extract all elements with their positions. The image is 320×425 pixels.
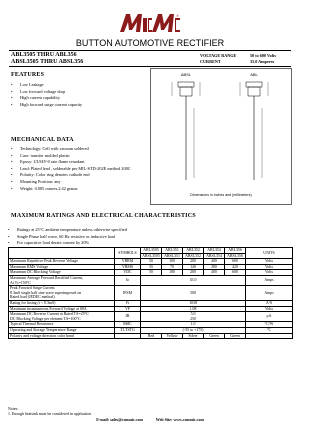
table-row: Peak Forward Surge Current 8.3mS single half sine wave superimposed on Rated load (JEDEC method) IFSM 500 Amps — [9, 286, 293, 301]
table-row: Maximum RMS Voltage VRMS 35 70 140 280 420 Volts — [9, 264, 293, 270]
table-row: Rating for fusing (t < 8.3mS) I²t 1038 A²S — [9, 300, 293, 306]
ratings-notes — [8, 227, 127, 247]
list-item: • Mounting Position: any — [11, 179, 151, 186]
figure-label-abl: ABL — [250, 72, 258, 77]
list-item: • Technology: Cell with vacuum soldered — [11, 146, 151, 153]
list-item: • High current capability — [11, 95, 82, 102]
divider — [9, 50, 291, 51]
list-item: • For capacitive load derate current by 20% — [8, 240, 127, 247]
list-item: • Case: transfer molded plastic — [11, 153, 151, 160]
part-header: ABSL351 — [162, 253, 183, 259]
symbols-header: SYMBOLS — [115, 248, 141, 259]
units-header: UNITS — [246, 248, 293, 259]
part-header: ABL354 — [204, 248, 225, 254]
email-text: E-mail: sales@cmsmic.com — [96, 417, 143, 422]
current-label: CURRENT — [200, 59, 221, 64]
list-item: • Single Phase half wave, 60 Hz resistive or inductive load — [8, 234, 127, 241]
footnotes: Notes: 1. Enough heatsink must be considered in application — [8, 407, 92, 416]
brand-logo — [118, 10, 182, 36]
part-header: ABSL356 — [225, 253, 246, 259]
package-outline-diagram — [150, 68, 292, 205]
features-heading: FEATURES — [11, 72, 45, 78]
website-text: Web Site: www.cmsmic.com — [155, 417, 204, 422]
list-item: • High forward surge current capacity — [11, 102, 82, 109]
table-row: Maximum instantaneous Forward Voltage at 80A VF 1.08 Volts — [9, 306, 293, 312]
part-header: ABSL352 — [183, 253, 204, 259]
ratings-heading: MAXIMUM RATINGS AND ELECTRICAL CHARACTERISTICS — [11, 213, 196, 219]
list-item: • Epoxy: UL94V-0 rate flame retardant — [11, 159, 151, 166]
current-value: 35.0 Amperes — [250, 59, 275, 64]
svg-text:®: ® — [176, 14, 179, 18]
table-row: Polarity and voltage direction color band Red Yellow Silver Green Green — [9, 333, 293, 339]
table-row: Maximum Repetitive Peak Reverse Voltage VRRM 50 100 200 400 600 Volts — [9, 259, 293, 265]
figure-caption: Dimensions in inches and (millimeters) — [190, 193, 252, 197]
list-item: • Low forward voltage drop — [11, 89, 82, 96]
document-title: BUTTON AUTOMOTIVE RECTIFIER — [75, 38, 225, 48]
list-item: • Low Leakage — [11, 82, 82, 89]
table-header-row — [9, 248, 293, 254]
table-row: Maximum Average Forward Rectified Current, At Tc=150°C Io 35.0 Amps — [9, 275, 293, 285]
contact-footer — [0, 417, 300, 422]
list-item: • Lead: Plated lead , solderable per MIL-STD-202E method 208C — [11, 166, 151, 173]
part-header: ABL356 — [225, 248, 246, 254]
voltage-label: VOLTAGE RANGE — [200, 53, 237, 58]
part-header: ABL351 — [162, 248, 183, 254]
list-item: • Ratings at 25°C ambient temperature unless otherwise specified — [8, 227, 127, 234]
list-item: • Weight: 0.085 ounces,2.42 grams — [11, 186, 151, 193]
part-header: ABL352 — [183, 248, 204, 254]
part-header: ABL3505 — [141, 248, 162, 254]
table-row: Maximum DC Reverse Current at Rated TA=25°C DC Blocking Voltage per element TA=100°C IR 5.0 250 μA — [9, 312, 293, 322]
divider — [9, 66, 291, 67]
table-row: Operating and Storage Temperature Range TJ,TSTG (-55 to +175) °C — [9, 327, 293, 333]
features-list — [11, 82, 82, 108]
part-range-absl: ABSL3505 THRU ABSL356 — [11, 59, 84, 65]
part-header: ABSL3505 — [142, 253, 160, 258]
list-item: • Polarity: Color ring denotes cathode end — [11, 172, 151, 179]
part-range-abl: ABL3505 THRU ABL356 — [11, 52, 77, 58]
ratings-table — [8, 247, 293, 339]
figure-label-absl: ABSL — [180, 72, 192, 77]
voltage-value: 50 to 600 Volts — [250, 53, 276, 58]
table-row: Typical Thermal Resistance RθJC 1.0 °C/W — [9, 322, 293, 328]
mechanical-list — [11, 146, 151, 192]
part-header: ABSL354 — [204, 253, 225, 259]
mechanical-heading: MECHANICAL DATA — [11, 137, 74, 143]
table-row: Maximum DC Blocking Voltage VDC 50 100 200 400 600 Volts — [9, 270, 293, 276]
